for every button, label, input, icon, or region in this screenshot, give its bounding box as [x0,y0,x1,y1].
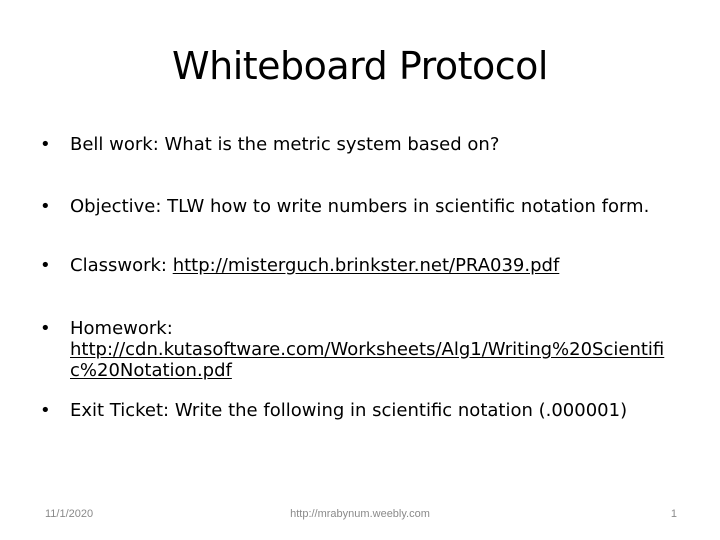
bullet-text: Exit Ticket: Write the following in scientific notation (.000001) [70,400,628,421]
bullet-text [70,318,690,381]
bullet-bell-work [40,134,690,155]
classwork-label: Classwork: [70,255,173,276]
homework-label: Homework: [70,318,173,339]
bullet-text: Bell work: What is the metric system based on? [70,134,500,155]
footer-page-number: 1 [670,508,677,520]
bullet-homework [40,318,690,381]
footer-site: http://mrabynum.weebly.com [290,508,430,520]
bullet-dot: • [40,255,51,276]
bullet-objective [40,196,690,217]
bullet-exit-ticket [40,400,690,421]
bullet-dot: • [40,134,51,155]
classwork-link[interactable]: http://misterguch.brinkster.net/PRA039.pdf [172,255,560,276]
slide-title: Whiteboard Protocol [172,44,548,88]
bullet-dot: • [40,318,51,339]
bullet-text [70,255,690,276]
bullet-dot: • [40,196,51,217]
bullet-classwork [40,255,690,276]
footer-date: 11/1/2020 [45,508,94,520]
bullet-text: Objective: TLW how to write numbers in scientific notation form. [70,196,650,217]
bullet-dot: • [40,400,51,421]
homework-link[interactable]: http://cdn.kutasoftware.com/Worksheets/Alg1/Writing%20Scientific%20Notation.pdf [70,339,665,381]
